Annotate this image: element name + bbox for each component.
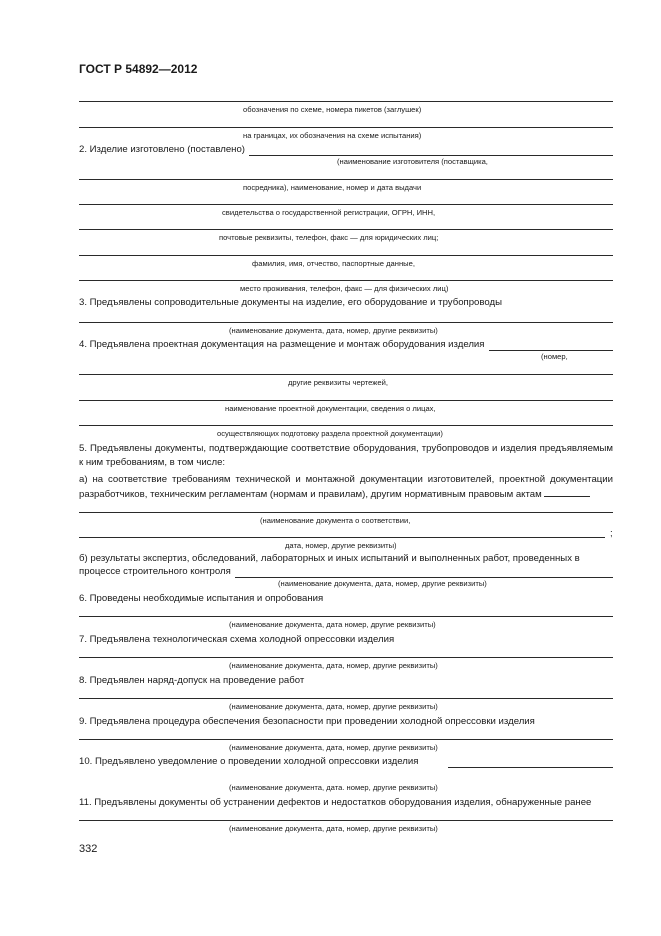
caption: (наименование документа, дата, номер, другие реквизиты) [229, 661, 438, 670]
blank-line[interactable] [79, 229, 613, 230]
item-5a [79, 473, 613, 502]
caption: (номер, [541, 352, 568, 361]
blank-line[interactable] [79, 512, 613, 513]
item-7: 7. Предъявлена технологическая схема холодной опрессовки изделия [79, 634, 395, 645]
caption: осуществляющих подготовку раздела проектной документации) [217, 429, 443, 438]
item-9: 9. Предъявлена процедура обеспечения безопасности при проведении холодной опрессовки изделия [79, 716, 535, 727]
blank-line[interactable] [79, 400, 613, 401]
caption: место проживания, телефон, факс — для физических лиц) [240, 284, 449, 293]
item-10 [79, 756, 613, 768]
blank-line[interactable] [79, 698, 613, 699]
blank-line[interactable] [79, 820, 613, 821]
blank-line[interactable] [79, 537, 605, 538]
item-5b-field[interactable] [235, 568, 613, 578]
blank-line[interactable] [79, 425, 613, 426]
caption: (наименование изготовителя (поставщика, [337, 157, 488, 166]
item-6: 6. Проведены необходимые испытания и опробования [79, 593, 324, 604]
caption: (наименование документа, дата номер, другие реквизиты) [229, 620, 436, 629]
item-5b-line1: б) результаты экспертиз, обследований, лабораторных и иных испытаний и выполненных работ, проведенных в [79, 553, 580, 564]
caption: почтовые реквизиты, телефон, факс — для юридических лиц; [219, 233, 439, 242]
caption: наименование проектной документации, сведения о лицах, [225, 404, 436, 413]
caption: (наименование документа, дата, номер, другие реквизиты) [229, 326, 438, 335]
caption: свидетельства о государственной регистрации, ОГРН, ИНН, [222, 208, 436, 217]
caption: другие реквизиты чертежей, [288, 378, 388, 387]
item-4-field[interactable] [489, 341, 614, 351]
item-2-label: 2. Изделие изготовлено (поставлено) [79, 144, 246, 155]
page-number: 332 [79, 843, 98, 855]
item-4-label: 4. Предъявлена проектная документация на размещение и монтаж оборудования изделия [79, 339, 485, 350]
item-2-field[interactable] [249, 146, 613, 156]
caption: (наименование документа, дата. номер, другие реквизиты) [229, 783, 438, 792]
blank-line[interactable] [79, 280, 613, 281]
caption: (наименование документа, дата, номер, другие реквизиты) [229, 743, 438, 752]
item-3: 3. Предъявлены сопроводительные документы на изделие, его оборудование и трубопроводы [79, 297, 503, 308]
blank-line[interactable] [79, 739, 613, 740]
caption: (наименование документа о соответствии, [260, 516, 411, 525]
blank-line[interactable] [79, 322, 613, 323]
caption: на границах, их обозначения на схеме испытания) [243, 131, 422, 140]
blank-line[interactable] [79, 616, 613, 617]
item-5b-line2 [79, 566, 613, 578]
blank-line[interactable] [79, 255, 613, 256]
item-5: 5. Предъявлены документы, подтверждающие соответствие оборудования, трубопроводов и изделия предъявляемым к ним требованиям, в том числе: [79, 443, 613, 468]
item-10-label: 10. Предъявлено уведомление о проведении холодной опрессовки изделия [79, 756, 419, 767]
caption: фамилия, имя, отчество, паспортные данные, [252, 259, 415, 268]
blank-line[interactable] [79, 657, 613, 658]
caption: обозначения по схеме, номера пикетов (заглушек) [243, 105, 422, 114]
blank-line[interactable] [79, 101, 613, 102]
item-2 [79, 144, 613, 156]
blank-line[interactable] [79, 179, 613, 180]
item-11: 11. Предъявлены документы об устранении дефектов и недостатков оборудования изделия, обнаруженные ранее [79, 797, 592, 808]
caption: (наименование документа, дата, номер, другие реквизиты) [229, 824, 438, 833]
item-5b-label: процессе строительного контроля [79, 566, 231, 577]
item-5a-field[interactable] [544, 487, 590, 497]
item-10-field[interactable] [448, 758, 613, 768]
item-4 [79, 339, 613, 351]
caption: (наименование документа, дата, номер, другие реквизиты) [278, 579, 487, 588]
caption: дата, номер, другие реквизиты) [285, 541, 397, 550]
caption: посредника), наименование, номер и дата выдачи [243, 183, 422, 192]
blank-line[interactable] [79, 127, 613, 128]
item-8: 8. Предъявлен наряд-допуск на проведение работ [79, 675, 305, 686]
page-header: ГОСТ Р 54892—2012 [79, 62, 198, 76]
caption: (наименование документа, дата, номер, другие реквизиты) [229, 702, 438, 711]
blank-line[interactable] [79, 374, 613, 375]
blank-line[interactable] [79, 204, 613, 205]
semicolon: ; [610, 528, 613, 539]
item-5a-text: а) на соответствие требованиям технической и монтажной документации изготовителей, проектной документации разработчиков, техническим регламентам (нормам и правилам), другим нормативным правовым актам [79, 474, 613, 500]
